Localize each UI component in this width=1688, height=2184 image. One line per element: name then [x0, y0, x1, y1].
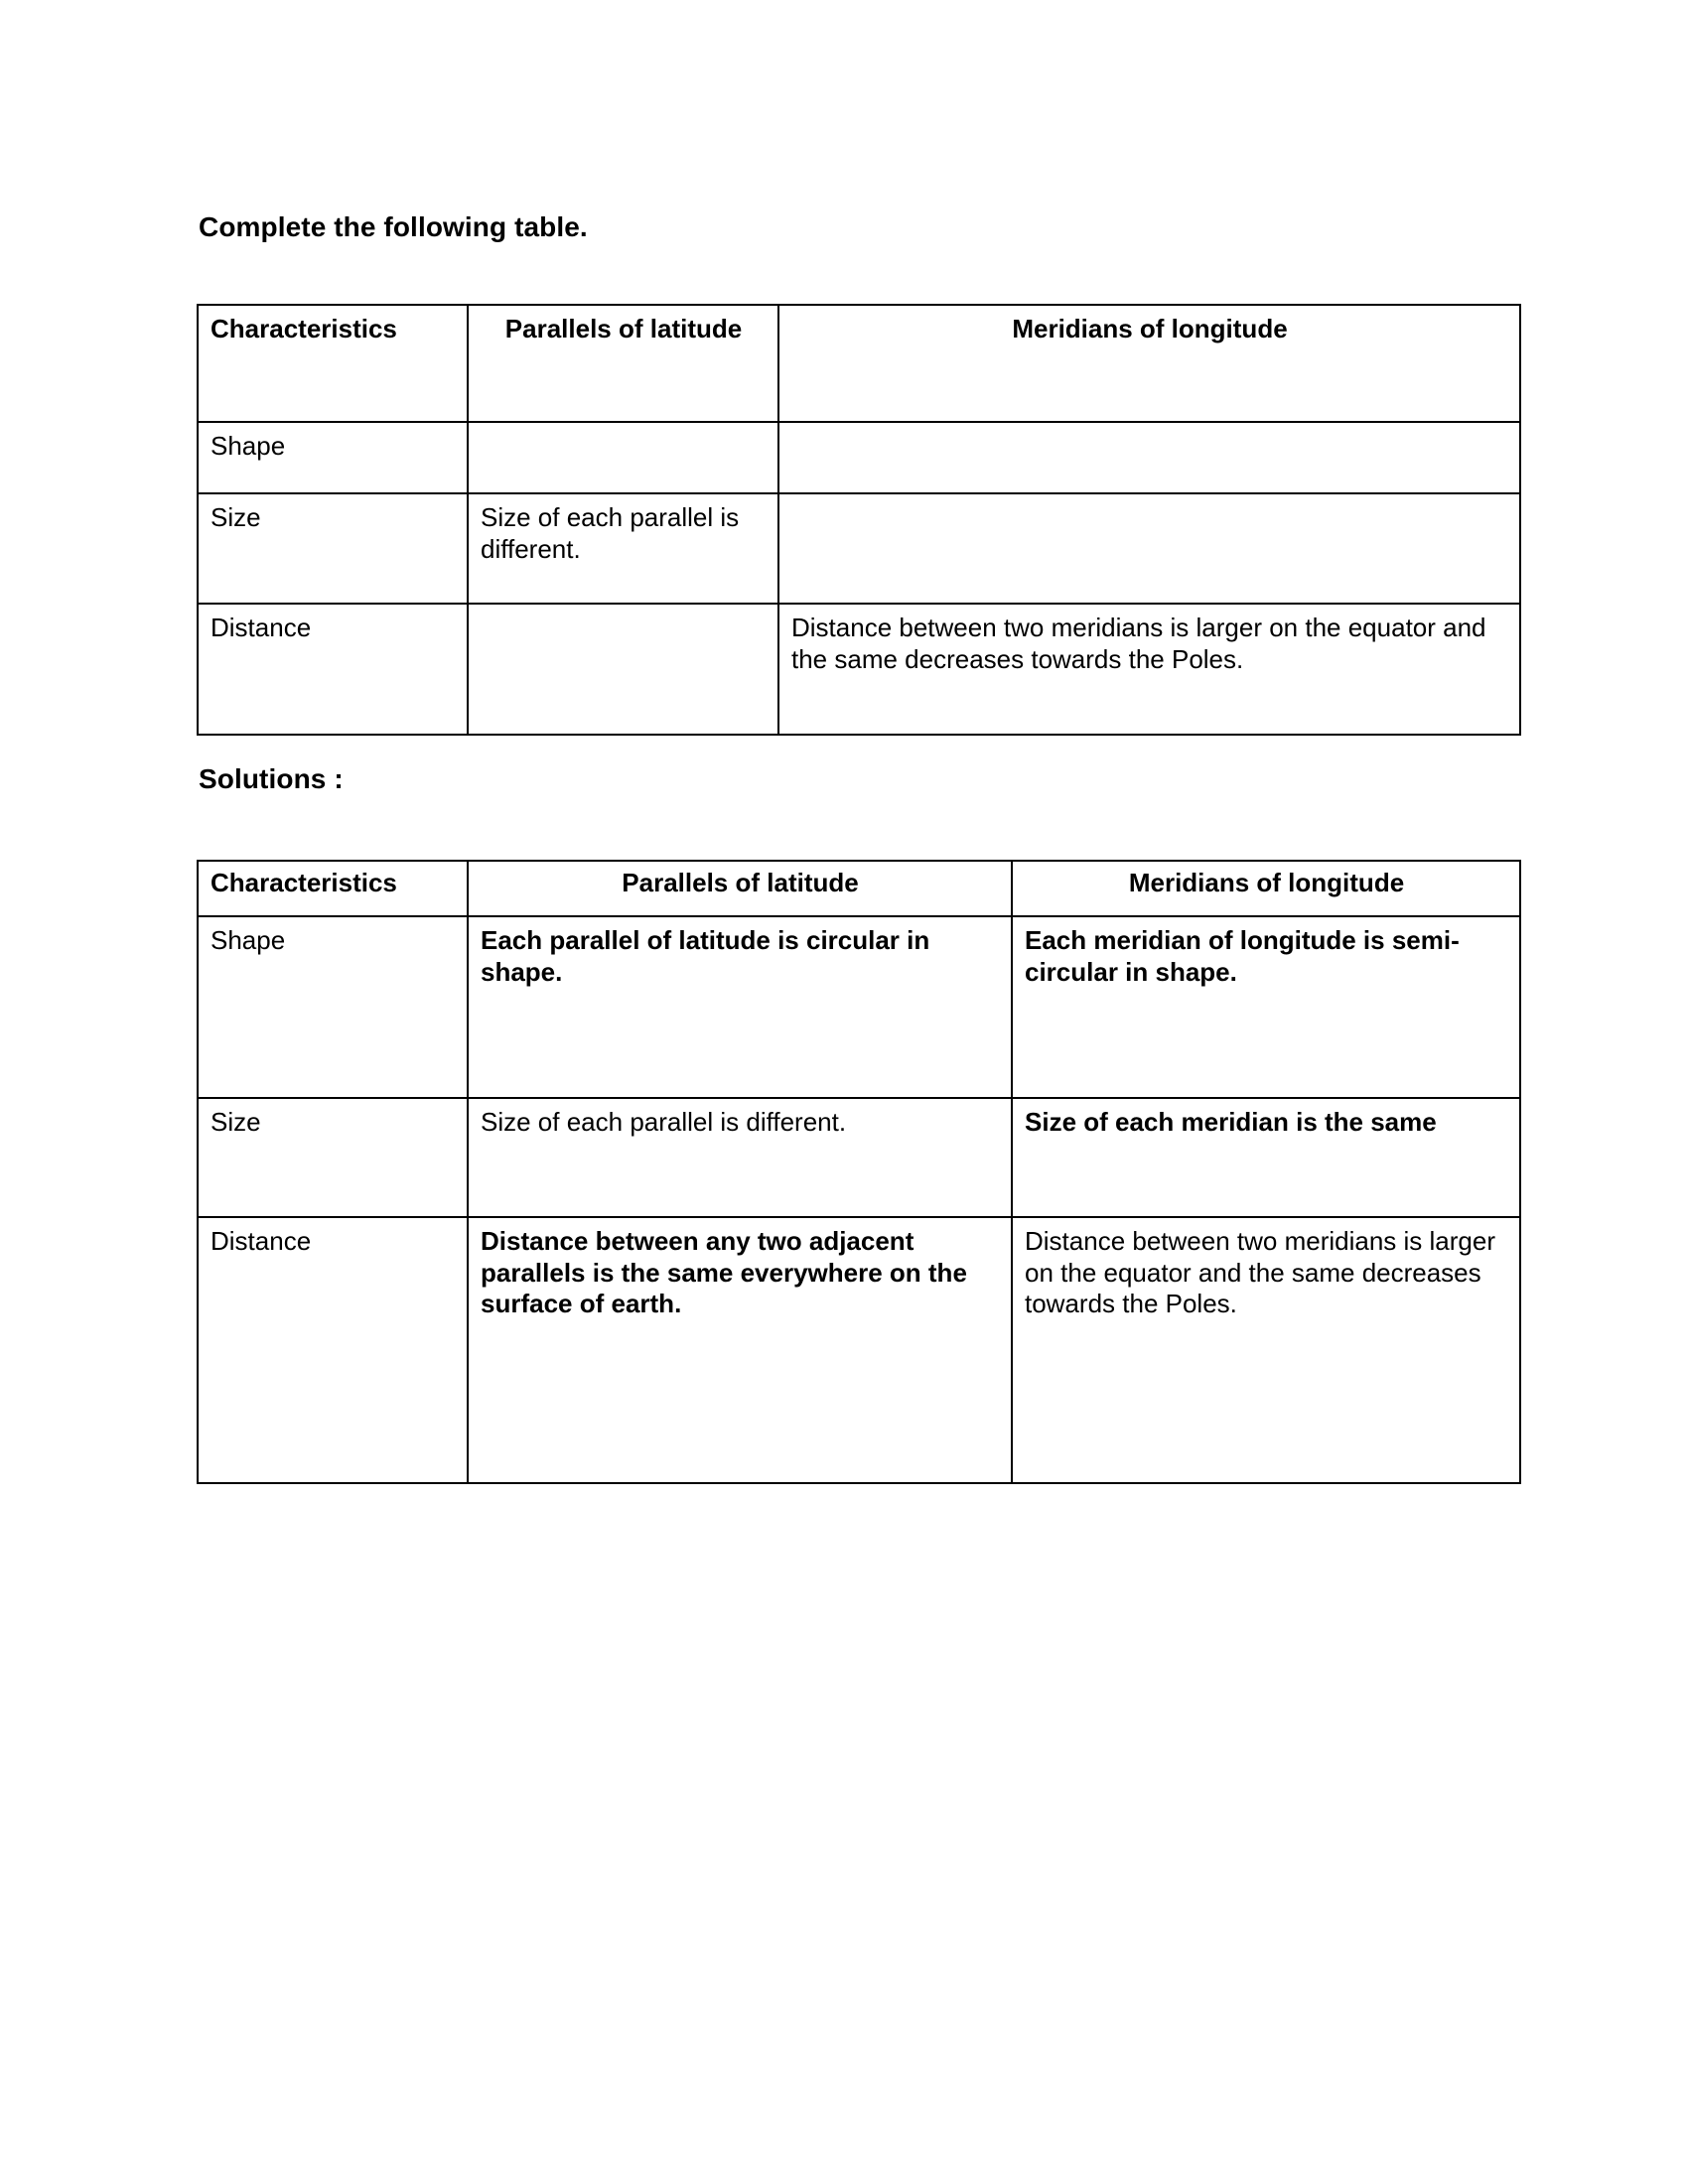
- column-header-meridians: Meridians of longitude: [1012, 861, 1520, 916]
- column-header-meridians: Meridians of longitude: [778, 305, 1520, 422]
- cell-shape-meridians: Each meridian of longitude is semi-circular in shape.: [1012, 916, 1520, 1098]
- cell-shape-parallels: Each parallel of latitude is circular in shape.: [468, 916, 1012, 1098]
- row-label-shape: Shape: [198, 916, 468, 1098]
- cell-distance-meridians: Distance between two meridians is larger on the equator and the same decreases towards the Poles.: [1012, 1217, 1520, 1483]
- table-row: [198, 493, 1520, 604]
- cell-shape-parallels: [468, 422, 778, 493]
- cell-distance-parallels: [468, 604, 778, 735]
- column-header-parallels: Parallels of latitude: [468, 861, 1012, 916]
- cell-distance-parallels: Distance between any two adjacent parallels is the same everywhere on the surface of earth.: [468, 1217, 1012, 1483]
- cell-size-parallels: Size of each parallel is different.: [468, 493, 778, 604]
- cell-size-parallels: Size of each parallel is different.: [468, 1098, 1012, 1217]
- table-row: [198, 305, 1520, 422]
- table-row: [198, 861, 1520, 916]
- row-label-size: Size: [198, 1098, 468, 1217]
- column-header-characteristics: Characteristics: [198, 305, 468, 422]
- table-row: [198, 1098, 1520, 1217]
- row-label-shape: Shape: [198, 422, 468, 493]
- exercise-table: [197, 304, 1521, 736]
- cell-distance-meridians: Distance between two meridians is larger on the equator and the same decreases towards the Poles.: [778, 604, 1520, 735]
- row-label-size: Size: [198, 493, 468, 604]
- table-row: [198, 604, 1520, 735]
- cell-size-meridians: Size of each meridian is the same: [1012, 1098, 1520, 1217]
- table-row: [198, 422, 1520, 493]
- row-label-distance: Distance: [198, 1217, 468, 1483]
- column-header-characteristics: Characteristics: [198, 861, 468, 916]
- cell-size-meridians: [778, 493, 1520, 604]
- solutions-heading: Solutions :: [199, 763, 344, 794]
- row-label-distance: Distance: [198, 604, 468, 735]
- column-header-parallels: Parallels of latitude: [468, 305, 778, 422]
- cell-shape-meridians: [778, 422, 1520, 493]
- solutions-table: [197, 860, 1521, 1484]
- table-row: [198, 916, 1520, 1098]
- table-row: [198, 1217, 1520, 1483]
- prompt-heading: Complete the following table.: [199, 211, 588, 242]
